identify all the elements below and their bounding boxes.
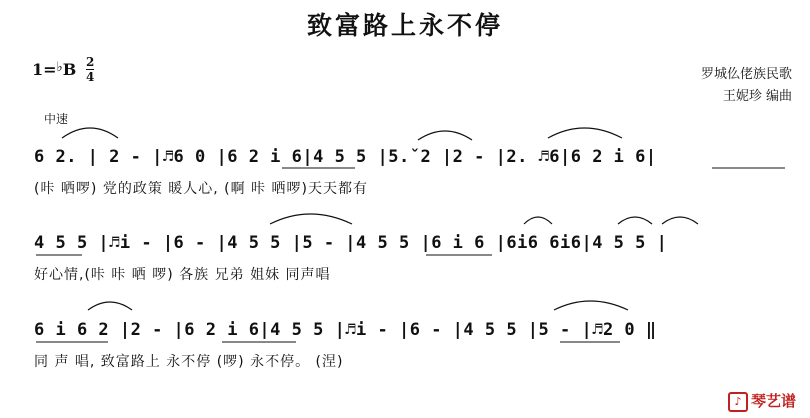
slur-mark	[88, 302, 132, 310]
tempo-marking: 中速	[44, 112, 69, 126]
slur-mark	[418, 131, 472, 140]
key-prefix: 1=	[32, 60, 57, 79]
piano-logo-icon: ♪	[728, 392, 748, 412]
key-flat: ♭	[56, 60, 63, 75]
notation-row-2: 4 5 5 |♬i - |6 - |4 5 5 |5 - |4 5 5 |6 i 6 |6i6 6i6|4 5 5 |	[34, 233, 668, 253]
origin-credit: 罗城仫佬族民歌	[700, 67, 792, 82]
lyrics-row-1: (咔 哂啰) 党的政策 暖人心, (啊 咔 哂啰)天天都有	[34, 181, 368, 197]
key-note: B	[62, 60, 77, 79]
notation-row-1: 6 2. | 2 - |♬6 0 |6 2 i 6|4 5 5 |5.ˇ2 |2 - |2. ♬6|6 2 i 6|	[34, 147, 657, 167]
slur-mark	[270, 214, 352, 224]
meter-denominator: 4	[86, 70, 95, 84]
slur-mark	[524, 217, 552, 224]
watermark	[728, 390, 796, 412]
arranger-credit: 王妮珍 编曲	[722, 89, 792, 104]
slur-mark	[662, 217, 698, 224]
lyrics-row-3: 同 声 唱, 致富路上 永不停 (啰) 永不停。 (涅)	[34, 354, 344, 370]
slur-mark	[62, 128, 118, 138]
lyrics-row-2: 好心情,(咔 咔 哂 啰) 各族 兄弟 姐妹 同声唱	[34, 267, 331, 283]
song-title: 致富路上永不停	[306, 11, 503, 40]
slur-mark	[618, 217, 652, 224]
notation-row-3: 6 i 6 2 |2 - |6 2 i 6|4 5 5 |♬i - |6 - |4 5 5 |5 - |♬2 0 ‖	[34, 320, 657, 340]
meter-numerator: 2	[86, 55, 95, 69]
slur-mark	[548, 128, 622, 138]
watermark-text: 琴艺谱	[750, 392, 796, 410]
slur-mark	[554, 301, 628, 310]
